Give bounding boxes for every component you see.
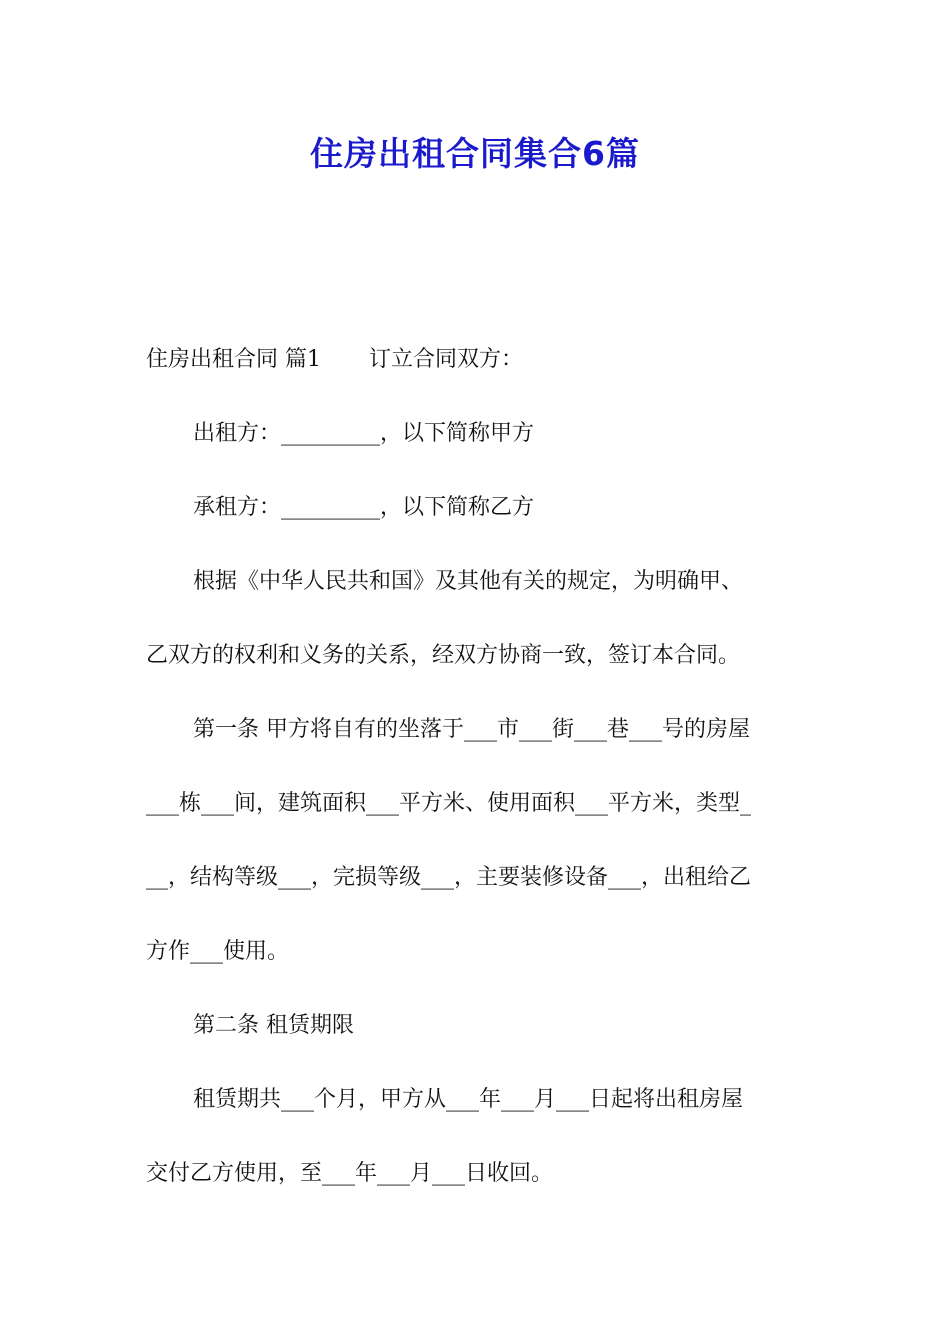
lessor-line: 出租方：_________，以下简称甲方 (193, 421, 535, 446)
article-2-line-1: 租赁期共___个月，甲方从___年___月___日起将出租房屋 (193, 1087, 744, 1112)
document-title: 住房出租合同集合6篇 (310, 134, 640, 173)
contract-heading: 住房出租合同 篇1 (146, 347, 321, 372)
article-2-heading: 第二条 租赁期限 (193, 1013, 354, 1038)
preamble-line-2: 乙双方的权利和义务的关系，经双方协商一致，签订本合同。 (146, 643, 741, 668)
document-body (146, 335, 810, 1223)
contract-parties-label: 订立合同双方： (369, 347, 524, 372)
preamble-line-1: 根据《中华人民共和国》及其他有关的规定，为明确甲、 (193, 569, 744, 594)
article-1-line-4: 方作___使用。 (146, 939, 290, 964)
article-1-line-2: ___栋___间，建筑面积___平方米、使用面积___平方米，类型_ (146, 791, 752, 816)
article-1-line-1: 第一条 甲方将自有的坐落于___市___街___巷___号的房屋 (193, 717, 750, 742)
article-1-line-3: __，结构等级___，完损等级___，主要装修设备___，出租给乙 (146, 865, 752, 890)
article-2-line-2: 交付乙方使用，至___年___月___日收回。 (146, 1161, 554, 1186)
contract-heading-line (146, 335, 810, 409)
lessee-line: 承租方：_________，以下简称乙方 (193, 495, 535, 520)
